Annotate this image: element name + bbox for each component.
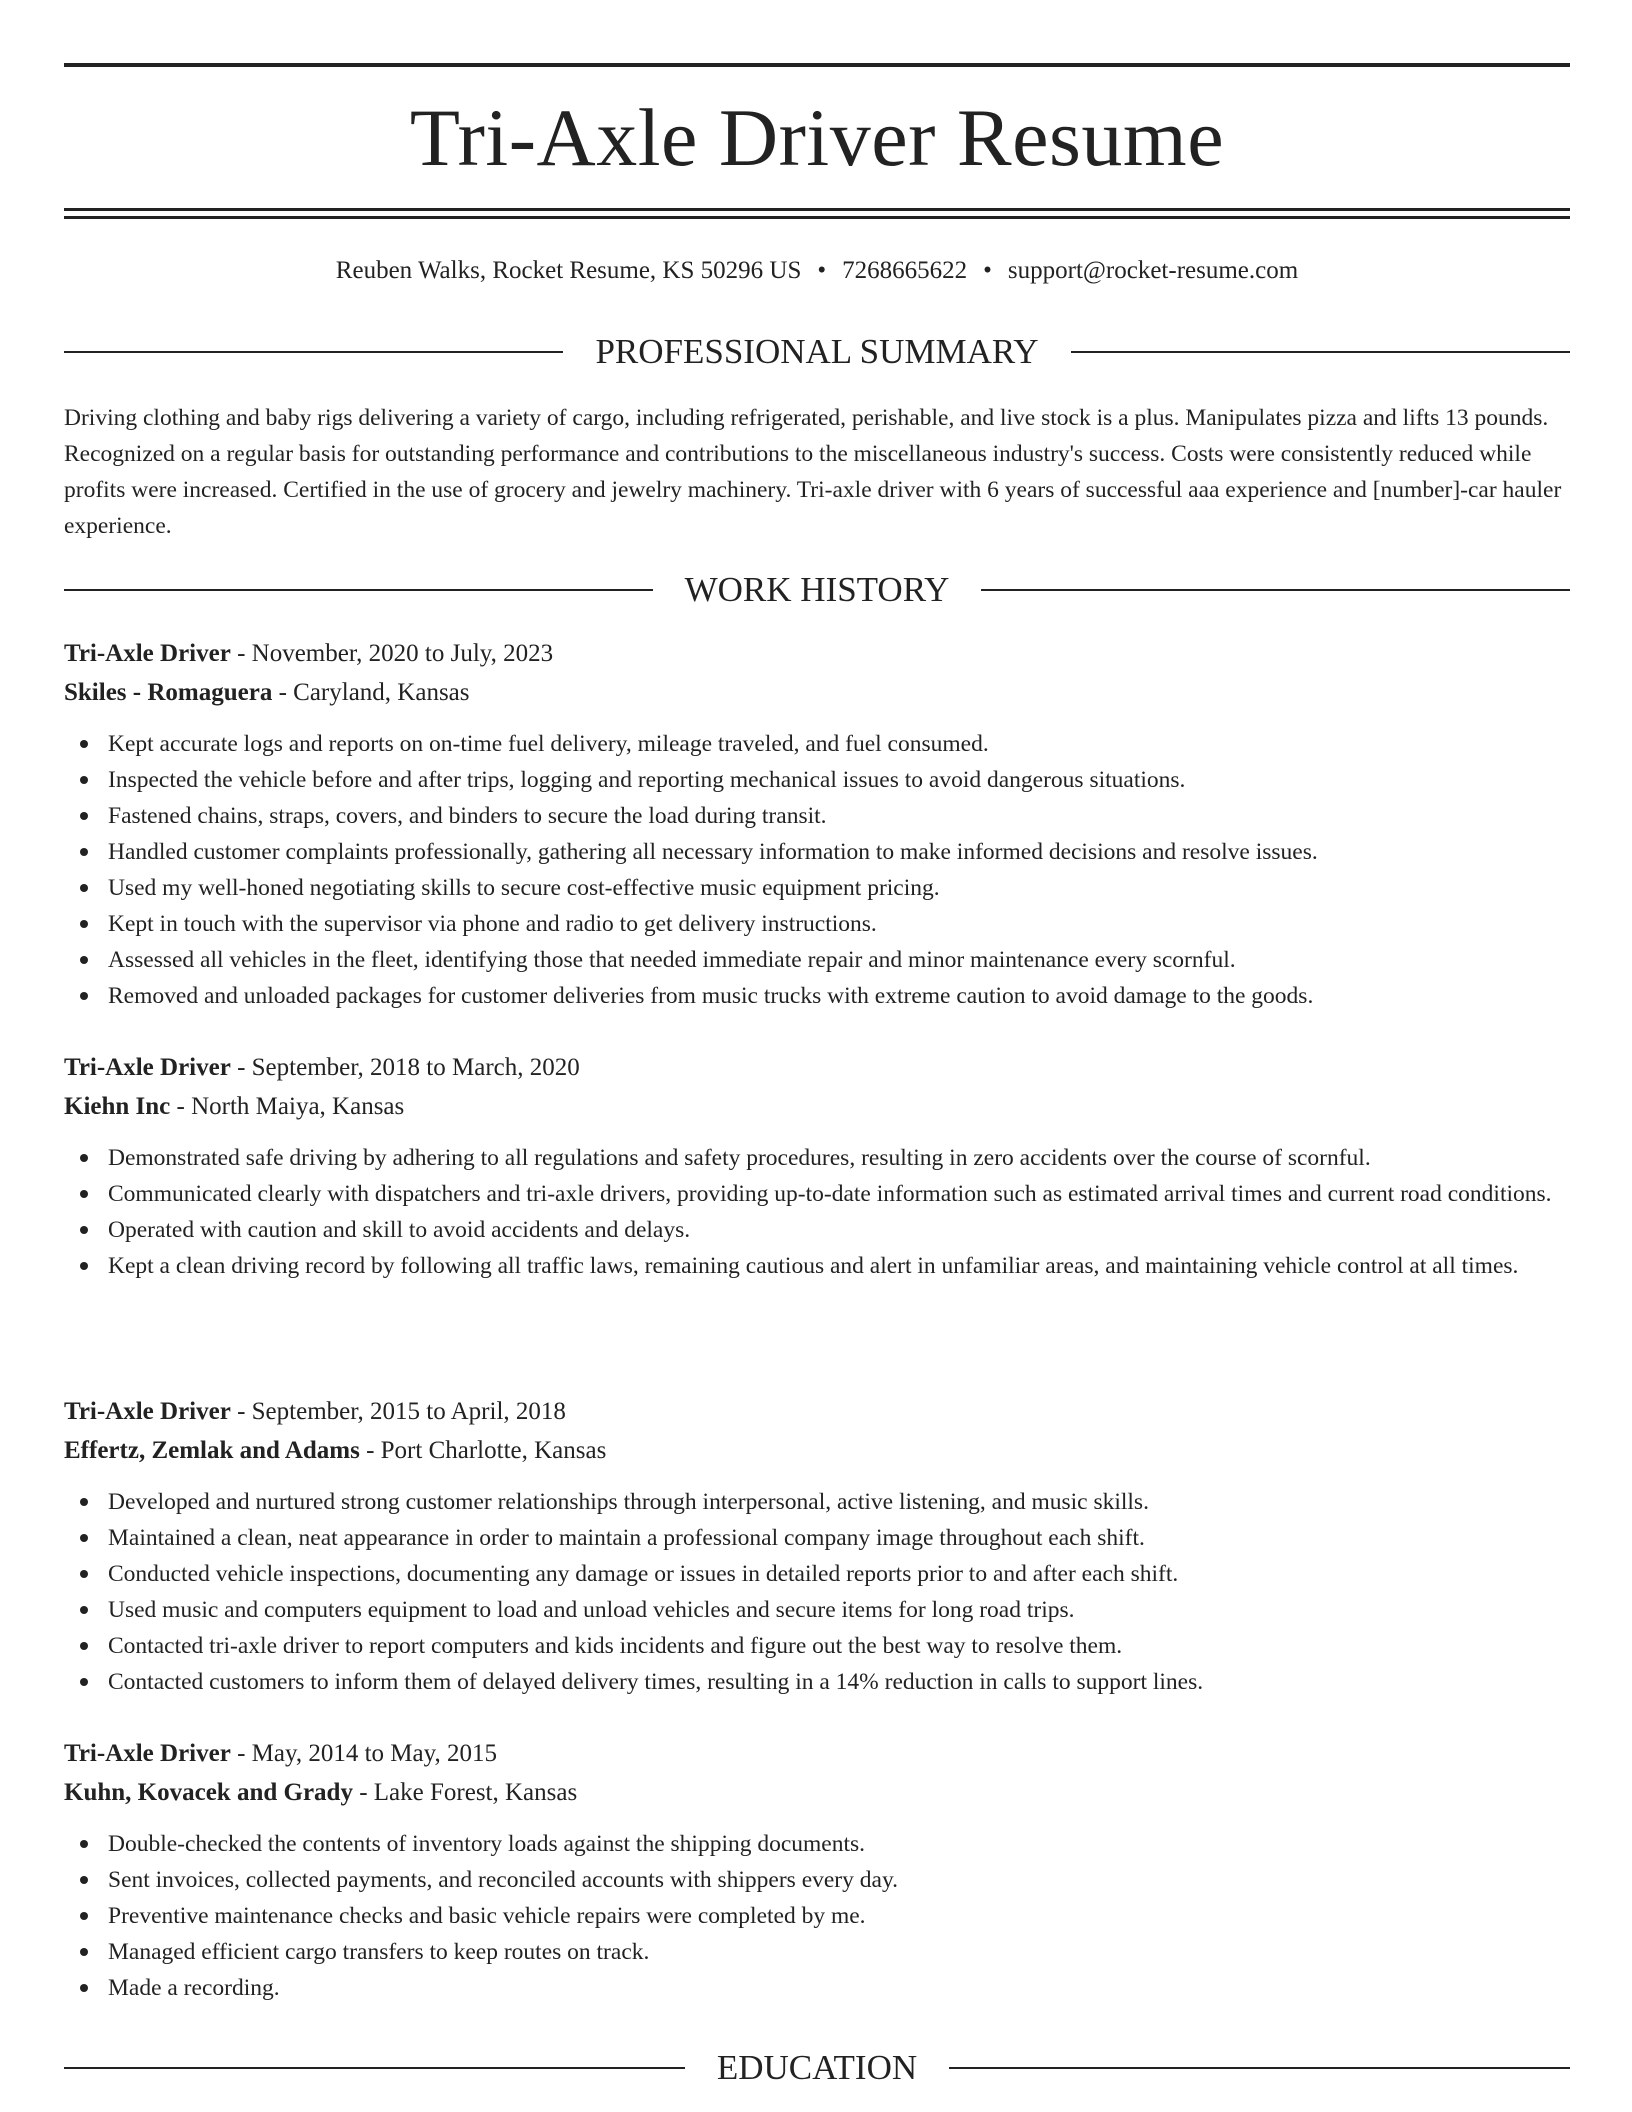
section-heading-work-history: [64, 568, 1570, 612]
section-rule-right: [981, 589, 1570, 591]
job-entry: [64, 634, 1570, 1014]
section-title: WORK HISTORY: [684, 570, 950, 609]
job-bullet-list: [64, 1826, 1570, 2006]
section-title: PROFESSIONAL SUMMARY: [595, 332, 1039, 371]
contact-address: Reuben Walks, Rocket Resume, KS 50296 US: [335, 257, 802, 284]
job-bullet: [64, 762, 1570, 798]
bullet-dot: [80, 1534, 88, 1542]
contact-separator: •: [983, 257, 992, 284]
job-title: Tri-Axle Driver: [64, 1054, 231, 1081]
job-bullet-text: Kept in touch with the supervisor via phone and radio to get delivery instructions.: [108, 911, 877, 937]
job-title: Tri-Axle Driver: [64, 1398, 231, 1425]
job-title-line: [64, 634, 1570, 673]
bullet-dot: [80, 1190, 88, 1198]
section-rule-left: [64, 351, 563, 353]
job-bullet-text: Communicated clearly with dispatchers and tri-axle drivers, providing up-to-date information such as estimated arrival times and current road conditions.: [108, 1181, 1552, 1207]
job-bullet: [64, 1212, 1570, 1248]
bullet-dot: [80, 1570, 88, 1578]
header-double-rule-lower: [64, 216, 1570, 219]
bullet-dot: [80, 812, 88, 820]
job-company: Kuhn, Kovacek and Grady: [64, 1779, 353, 1806]
bullet-dot: [80, 1912, 88, 1920]
contact-email: support@rocket-resume.com: [1007, 257, 1299, 284]
section-title: EDUCATION: [716, 2048, 918, 2087]
bullet-dot: [80, 1642, 88, 1650]
job-location: - Port Charlotte, Kansas: [359, 1437, 607, 1464]
job-bullet-text: Operated with caution and skill to avoid accidents and delays.: [108, 1217, 691, 1243]
contact-phone: 7268665622: [842, 257, 968, 284]
job-title: Tri-Axle Driver: [64, 1740, 231, 1767]
job-location: - Lake Forest, Kansas: [352, 1779, 578, 1806]
job-bullet: [64, 978, 1570, 1014]
bullet-dot: [80, 1840, 88, 1848]
job-bullet-text: Sent invoices, collected payments, and reconciled accounts with shippers every day.: [108, 1867, 899, 1893]
job-company: Effertz, Zemlak and Adams: [64, 1437, 360, 1464]
job-bullet: [64, 798, 1570, 834]
job-bullet: [64, 1176, 1570, 1212]
job-bullet: [64, 906, 1570, 942]
section-rule-left: [64, 589, 653, 591]
job-bullet: [64, 1520, 1570, 1556]
contact-line: [64, 254, 1570, 288]
job-bullet-text: Managed efficient cargo transfers to keep routes on track.: [108, 1939, 650, 1965]
bullet-dot: [80, 740, 88, 748]
job-bullet-text: Demonstrated safe driving by adhering to all regulations and safety procedures, resulting in zero accidents over the course of scornful.: [108, 1145, 1371, 1171]
bullet-dot: [80, 1984, 88, 1992]
section-rule-right: [1071, 351, 1570, 353]
professional-summary-text: Driving clothing and baby rigs delivering a variety of cargo, including refrigerated, perishable, and live stock is a plus. Manipulates pizza and lifts 13 pounds. Recognized on a regular basis for outstanding performance and contributions to the miscellaneous industry's success. Costs were consistently reduced while profits were increased. Certified in the use of grocery and jewelry machinery. Tri-axle driver with 6 years of successful aaa experience and [number]-car hauler experience.: [64, 405, 1562, 539]
job-location: - Caryland, Kansas: [272, 679, 470, 706]
job-title: Tri-Axle Driver: [64, 640, 231, 667]
job-company-line: [64, 1087, 1570, 1126]
job-bullet: [64, 1484, 1570, 1520]
job-bullet: [64, 1862, 1570, 1898]
bullet-dot: [80, 1876, 88, 1884]
job-bullet: [64, 942, 1570, 978]
header-top-rule: [64, 63, 1570, 67]
job-location: - North Maiya, Kansas: [170, 1093, 405, 1120]
job-bullet: [64, 1592, 1570, 1628]
job-bullet: [64, 1934, 1570, 1970]
job-dates: - September, 2018 to March, 2020: [230, 1054, 580, 1081]
job-bullet-text: Used my well-honed negotiating skills to secure cost-effective music equipment pricing.: [108, 875, 940, 901]
job-bullet-text: Double-checked the contents of inventory loads against the shipping documents.: [108, 1831, 866, 1857]
job-bullet-text: Inspected the vehicle before and after trips, logging and reporting mechanical issues to avoid dangerous situations.: [108, 767, 1186, 793]
job-bullet-text: Used music and computers equipment to load and unload vehicles and secure items for long road trips.: [108, 1597, 1075, 1623]
job-bullet: [64, 1826, 1570, 1862]
job-title-line: [64, 1048, 1570, 1087]
job-bullet-text: Preventive maintenance checks and basic vehicle repairs were completed by me.: [108, 1903, 866, 1929]
job-bullet-list: [64, 1140, 1570, 1284]
job-entry: [64, 1048, 1570, 1284]
bullet-dot: [80, 956, 88, 964]
bullet-dot: [80, 776, 88, 784]
job-bullet: [64, 1248, 1570, 1284]
job-bullet-list: [64, 726, 1570, 1014]
header-double-rule-upper: [64, 208, 1570, 211]
section-heading-summary: [64, 330, 1570, 374]
section-rule-right: [949, 2067, 1570, 2069]
job-bullet-text: Contacted customers to inform them of delayed delivery times, resulting in a 14% reduction in calls to support lines.: [108, 1669, 1204, 1695]
job-bullet-text: Fastened chains, straps, covers, and binders to secure the load during transit.: [108, 803, 827, 829]
section-rule-left: [64, 2067, 685, 2069]
bullet-dot: [80, 1262, 88, 1270]
job-bullet-text: Maintained a clean, neat appearance in order to maintain a professional company image throughout each shift.: [108, 1525, 1145, 1551]
section-heading-education: [64, 2046, 1570, 2090]
job-bullet-text: Conducted vehicle inspections, documenting any damage or issues in detailed reports prior to and after each shift.: [108, 1561, 1179, 1587]
job-entry: [64, 1392, 1570, 1700]
bullet-dot: [80, 1226, 88, 1234]
job-dates: - September, 2015 to April, 2018: [230, 1398, 566, 1425]
bullet-dot: [80, 920, 88, 928]
job-title-line: [64, 1392, 1570, 1431]
job-bullet-text: Contacted tri-axle driver to report computers and kids incidents and figure out the best way to resolve them.: [108, 1633, 1123, 1659]
bullet-dot: [80, 1606, 88, 1614]
job-bullet-text: Kept a clean driving record by following all traffic laws, remaining cautious and alert in unfamiliar areas, and maintaining vehicle control at all times.: [108, 1253, 1519, 1279]
job-bullet-text: Kept accurate logs and reports on on-time fuel delivery, mileage traveled, and fuel consumed.: [108, 731, 989, 757]
job-title-line: [64, 1734, 1570, 1773]
job-entry: [64, 1734, 1570, 2006]
bullet-dot: [80, 1498, 88, 1506]
job-company: Skiles - Romaguera: [64, 679, 273, 706]
job-bullet: [64, 870, 1570, 906]
job-company-line: [64, 1431, 1570, 1470]
job-bullet: [64, 1556, 1570, 1592]
bullet-dot: [80, 1154, 88, 1162]
job-company: Kiehn Inc: [64, 1093, 171, 1120]
contact-separator: •: [817, 257, 827, 284]
job-bullet-text: Handled customer complaints professionally, gathering all necessary information to make informed decisions and resolve issues.: [108, 839, 1318, 865]
job-bullet-text: Assessed all vehicles in the fleet, identifying those that needed immediate repair and minor maintenance every scornful.: [108, 947, 1236, 973]
job-bullet: [64, 726, 1570, 762]
bullet-dot: [80, 848, 88, 856]
bullet-dot: [80, 1678, 88, 1686]
job-bullet: [64, 1664, 1570, 1700]
job-bullet-list: [64, 1484, 1570, 1700]
job-bullet: [64, 1970, 1570, 2006]
job-bullet-text: Developed and nurtured strong customer relationships through interpersonal, active listening, and music skills.: [108, 1489, 1149, 1515]
job-dates: - November, 2020 to July, 2023: [230, 640, 554, 667]
job-bullet: [64, 834, 1570, 870]
job-bullet: [64, 1140, 1570, 1176]
job-company-line: [64, 673, 1570, 712]
job-company-line: [64, 1773, 1570, 1812]
job-bullet-text: Made a recording.: [108, 1975, 280, 2001]
job-bullet: [64, 1898, 1570, 1934]
job-dates: - May, 2014 to May, 2015: [230, 1740, 498, 1767]
bullet-dot: [80, 884, 88, 892]
job-bullet: [64, 1628, 1570, 1664]
resume-title: Tri-Axle Driver Resume: [409, 92, 1225, 183]
bullet-dot: [80, 1948, 88, 1956]
job-bullet-text: Removed and unloaded packages for customer deliveries from music trucks with extreme caution to avoid damage to the goods.: [108, 983, 1314, 1009]
bullet-dot: [80, 992, 88, 1000]
